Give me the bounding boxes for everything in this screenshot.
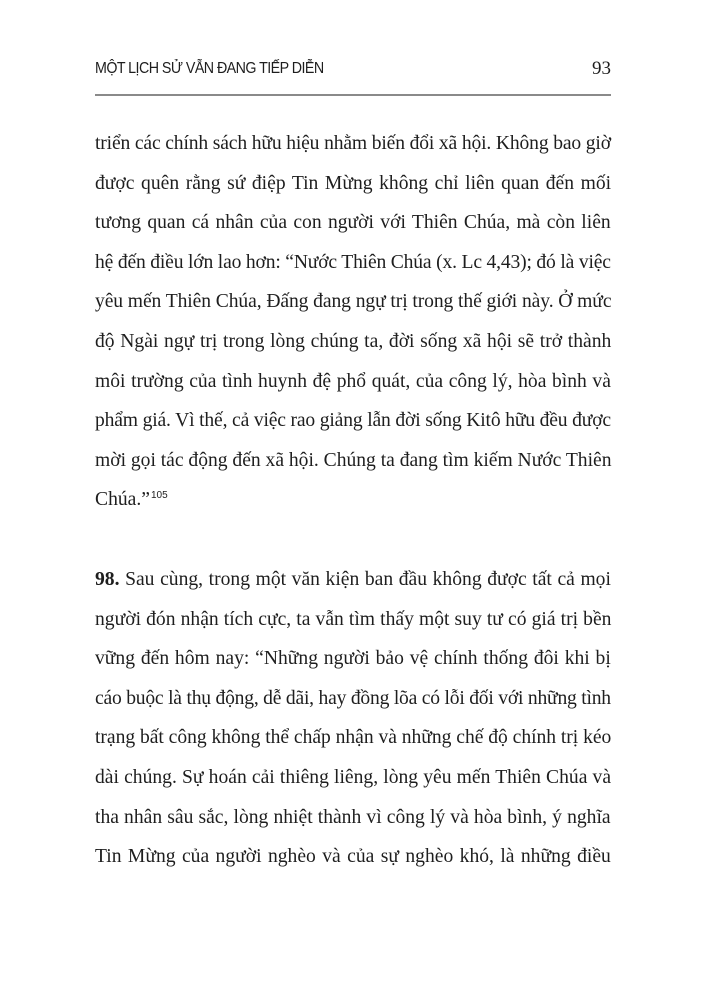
text-line: mời gọi tác động đến xã hội. Chúng ta đang tìm kiếm Nước Thiên [95, 449, 612, 471]
header-rule [95, 94, 611, 96]
text-line: người đón nhận tích cực, ta vẫn tìm thấy một suy tư có giá trị bền [95, 608, 612, 630]
text-line-last [95, 480, 611, 520]
page-header [95, 58, 611, 88]
text-line: cáo buộc là thụ động, dễ dãi, hay đồng lõa có lỗi đối với những tình [95, 687, 611, 709]
text-line: triển các chính sách hữu hiệu nhằm biến đổi xã hội. Không bao giờ [95, 133, 611, 154]
text-fragment: Sau cùng, trong một văn kiện ban đầu không được tất cả mọi [119, 569, 611, 590]
text-line: vững đến hôm nay: “Những người bảo vệ chính thống đôi khi bị [95, 648, 611, 670]
page-number: 93 [592, 58, 611, 79]
text-line-first [95, 560, 611, 600]
text-line: dài chúng. Sự hoán cải thiêng liêng, lòng yêu mến Thiên Chúa và [95, 766, 612, 788]
paragraph-number: 98. [95, 569, 120, 590]
running-title: MỘT LỊCH SỬ VẪN ĐANG TIẾP DIỄN [95, 60, 324, 77]
text-fragment: Chúa.” [95, 489, 150, 511]
text-line: Tin Mừng của người nghèo và của sự nghèo khó, là những điều [95, 846, 611, 868]
text-line: được quên rằng sứ điệp Tin Mừng không chỉ liên quan đến mối [95, 172, 612, 194]
footnote-reference[interactable]: 105 [150, 490, 168, 502]
text-line: môi trường của tình huynh đệ phổ quát, của công lý, hòa bình và [95, 370, 611, 392]
text-line: yêu mến Thiên Chúa, Đấng đang ngự trị trong thế giới này. Ở mức [95, 291, 612, 313]
text-line: độ Ngài ngự trị trong lòng chúng ta, đời sống xã hội sẽ trở thành [95, 330, 612, 352]
text-line: tương quan cá nhân của con người với Thiên Chúa, mà còn liên [95, 212, 611, 234]
text-line: tha nhân sâu sắc, lòng nhiệt thành vì công lý và hòa bình, ý nghĩa [95, 806, 611, 828]
paragraph-97-continuation [95, 124, 611, 520]
text-line: trạng bất công không thể chấp nhận và những chế độ chính trị kéo [95, 727, 612, 749]
text-line: phẩm giá. Vì thế, cả việc rao giảng lẫn đời sống Kitô hữu đều được [95, 410, 611, 432]
text-line: hệ đến điều lớn lao hơn: “Nước Thiên Chúa (x. Lc 4,43); đó là việc [95, 251, 611, 273]
paragraph-98 [95, 560, 611, 877]
